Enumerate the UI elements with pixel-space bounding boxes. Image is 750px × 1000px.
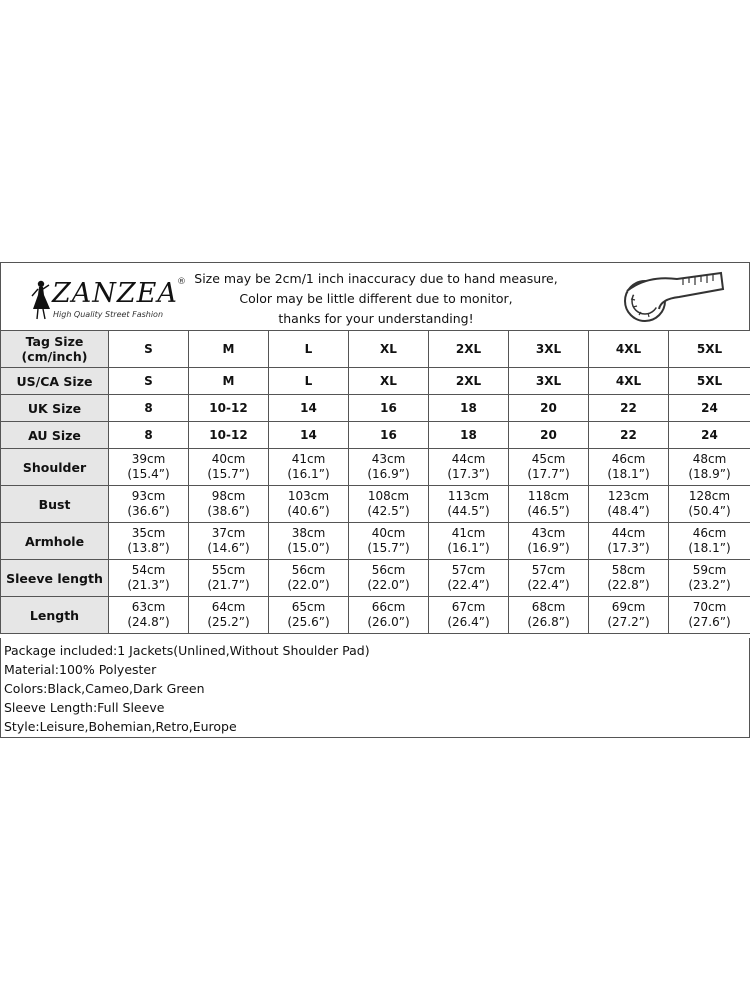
cm-value: 46cm [692, 526, 727, 540]
table-cell: 18 [429, 422, 509, 449]
table-cell: 2XL [429, 331, 509, 368]
inch-value: (22.0”) [287, 578, 330, 592]
cm-value: 55cm [211, 563, 246, 577]
cm-value: 43cm [531, 526, 566, 540]
table-cell: 22 [589, 395, 669, 422]
inch-value: (16.9”) [527, 541, 570, 555]
inch-value: (25.2”) [207, 615, 250, 629]
row-label: US/CA Size [1, 368, 109, 395]
table-cell: 5XL [669, 368, 750, 395]
table-cell [429, 597, 509, 634]
tag-size-label: Tag Size [25, 334, 84, 349]
table-cell [269, 523, 349, 560]
cm-value: 65cm [291, 600, 326, 614]
table-cell: 2XL [429, 368, 509, 395]
inch-value: (40.6”) [287, 504, 330, 518]
brand-tagline: High Quality Street Fashion [53, 310, 164, 319]
row-label: Bust [1, 486, 109, 523]
inch-value: (26.4”) [447, 615, 490, 629]
cm-value: 44cm [451, 452, 486, 466]
table-cell: S [109, 368, 189, 395]
table-cell [589, 597, 669, 634]
table-cell: 16 [349, 395, 429, 422]
inch-value: (21.3”) [127, 578, 170, 592]
table-cell: 10-12 [189, 395, 269, 422]
inch-value: (27.2”) [607, 615, 650, 629]
table-cell: 24 [669, 422, 750, 449]
cm-value: 35cm [131, 526, 166, 540]
product-details [0, 638, 750, 738]
inch-value: (26.8”) [527, 615, 570, 629]
table-cell [589, 449, 669, 486]
row-label [1, 331, 109, 368]
table-cell: 18 [429, 395, 509, 422]
bust-row [1, 486, 750, 523]
table-cell: 20 [509, 395, 589, 422]
inch-value: (21.7”) [207, 578, 250, 592]
cm-value: 40cm [211, 452, 246, 466]
table-cell [349, 523, 429, 560]
cm-value: 63cm [131, 600, 166, 614]
inch-value: (48.4”) [607, 504, 650, 518]
table-cell [669, 449, 750, 486]
table-cell [109, 523, 189, 560]
table-cell: 22 [589, 422, 669, 449]
inch-value: (26.0”) [367, 615, 410, 629]
material-info: Material:100% Polyester [4, 662, 157, 677]
table-cell [509, 560, 589, 597]
inch-value: (15.7”) [367, 541, 410, 555]
brand-name: ZANZEA [52, 278, 178, 309]
style-info: Style:Leisure,Bohemian,Retro,Europe [4, 719, 237, 734]
table-cell [189, 449, 269, 486]
cm-value: 56cm [291, 563, 326, 577]
measurement-notes [186, 269, 566, 329]
tag-size-unit: (cm/inch) [21, 349, 88, 364]
sleeve-length-info: Sleeve Length:Full Sleeve [4, 700, 165, 715]
table-cell: 24 [669, 395, 750, 422]
measuring-tape-icon [617, 269, 727, 327]
table-cell: 4XL [589, 368, 669, 395]
cm-value: 41cm [451, 526, 486, 540]
table-cell [429, 449, 509, 486]
table-cell: 10-12 [189, 422, 269, 449]
table-cell: 14 [269, 422, 349, 449]
table-cell [269, 449, 349, 486]
table-cell: M [189, 331, 269, 368]
inch-value: (42.5”) [367, 504, 410, 518]
table-cell [669, 597, 750, 634]
table-cell [669, 523, 750, 560]
cm-value: 118cm [527, 489, 570, 503]
inch-value: (14.6”) [207, 541, 250, 555]
inch-value: (13.8”) [127, 541, 170, 555]
cm-value: 43cm [371, 452, 406, 466]
cm-value: 68cm [531, 600, 566, 614]
uk-size-row [1, 395, 750, 422]
table-cell [669, 560, 750, 597]
table-cell [189, 486, 269, 523]
inch-value: (18.1”) [607, 467, 650, 481]
cm-value: 67cm [451, 600, 486, 614]
cm-value: 37cm [211, 526, 246, 540]
inch-value: (23.2”) [688, 578, 731, 592]
cm-value: 123cm [607, 489, 650, 503]
table-cell [509, 523, 589, 560]
cm-value: 46cm [611, 452, 646, 466]
inch-value: (16.9”) [367, 467, 410, 481]
cm-value: 64cm [211, 600, 246, 614]
package-info: Package included:1 Jackets(Unlined,Without Shoulder Pad) [4, 643, 370, 658]
cm-value: 57cm [451, 563, 486, 577]
cm-value: 70cm [692, 600, 727, 614]
table-cell: 8 [109, 395, 189, 422]
inch-value: (16.1”) [287, 467, 330, 481]
table-cell [429, 486, 509, 523]
table-cell [189, 560, 269, 597]
sleeve-length-row [1, 560, 750, 597]
inch-value: (15.0”) [287, 541, 330, 555]
shoulder-row [1, 449, 750, 486]
inch-value: (15.7”) [207, 467, 250, 481]
chart-header [0, 262, 750, 330]
inch-value: (16.1”) [447, 541, 490, 555]
us-size-row [1, 368, 750, 395]
row-label: Shoulder [1, 449, 109, 486]
au-size-row [1, 422, 750, 449]
inch-value: (17.3”) [607, 541, 650, 555]
table-cell [109, 560, 189, 597]
table-cell [349, 597, 429, 634]
tag-size-row [1, 331, 750, 368]
inch-value: (24.8”) [127, 615, 170, 629]
cm-value: 128cm [688, 489, 731, 503]
inch-value: (17.3”) [447, 467, 490, 481]
row-label: UK Size [1, 395, 109, 422]
inch-value: (46.5”) [527, 504, 570, 518]
table-cell: L [269, 331, 349, 368]
note-line: Size may be 2cm/1 inch inaccuracy due to hand measure, [194, 271, 558, 286]
table-cell: 14 [269, 395, 349, 422]
table-cell: 5XL [669, 331, 750, 368]
cm-value: 93cm [131, 489, 166, 503]
inch-value: (36.6”) [127, 504, 170, 518]
row-label: AU Size [1, 422, 109, 449]
inch-value: (22.4”) [447, 578, 490, 592]
table-cell: 3XL [509, 368, 589, 395]
inch-value: (25.6”) [287, 615, 330, 629]
table-cell [349, 560, 429, 597]
registered-mark: ® [177, 277, 186, 287]
table-cell [589, 486, 669, 523]
table-cell: XL [349, 331, 429, 368]
length-row [1, 597, 750, 634]
cm-value: 56cm [371, 563, 406, 577]
size-table [0, 330, 750, 634]
inch-value: (17.7”) [527, 467, 570, 481]
inch-value: (18.9”) [688, 467, 731, 481]
size-chart [0, 262, 750, 738]
brand-logo [23, 273, 186, 323]
table-cell [109, 486, 189, 523]
cm-value: 45cm [531, 452, 566, 466]
dress-figure-icon [27, 279, 53, 321]
cm-value: 98cm [211, 489, 246, 503]
note-line: thanks for your understanding! [278, 311, 474, 326]
table-cell: XL [349, 368, 429, 395]
cm-value: 40cm [371, 526, 406, 540]
cm-value: 57cm [531, 563, 566, 577]
table-cell [349, 486, 429, 523]
table-cell [189, 597, 269, 634]
table-cell [429, 523, 509, 560]
table-cell [429, 560, 509, 597]
inch-value: (22.4”) [527, 578, 570, 592]
cm-value: 48cm [692, 452, 727, 466]
table-cell: 16 [349, 422, 429, 449]
table-cell [509, 486, 589, 523]
cm-value: 113cm [447, 489, 490, 503]
cm-value: 108cm [367, 489, 410, 503]
cm-value: 69cm [611, 600, 646, 614]
table-cell [589, 560, 669, 597]
table-cell: 3XL [509, 331, 589, 368]
inch-value: (44.5”) [447, 504, 490, 518]
table-cell: 4XL [589, 331, 669, 368]
table-cell: M [189, 368, 269, 395]
inch-value: (50.4”) [688, 504, 731, 518]
cm-value: 39cm [131, 452, 166, 466]
cm-value: 59cm [692, 563, 727, 577]
cm-value: 66cm [371, 600, 406, 614]
table-cell [109, 597, 189, 634]
table-cell [509, 597, 589, 634]
inch-value: (27.6”) [688, 615, 731, 629]
cm-value: 58cm [611, 563, 646, 577]
note-line: Color may be little different due to monitor, [239, 291, 513, 306]
table-cell [109, 449, 189, 486]
table-cell: 20 [509, 422, 589, 449]
cm-value: 38cm [291, 526, 326, 540]
table-cell [269, 560, 349, 597]
cm-value: 103cm [287, 489, 330, 503]
table-cell: L [269, 368, 349, 395]
table-cell [269, 486, 349, 523]
inch-value: (38.6”) [207, 504, 250, 518]
table-cell [349, 449, 429, 486]
inch-value: (22.0”) [367, 578, 410, 592]
row-label: Length [1, 597, 109, 634]
cm-value: 54cm [131, 563, 166, 577]
row-label: Sleeve length [1, 560, 109, 597]
table-cell [269, 597, 349, 634]
table-cell [509, 449, 589, 486]
inch-value: (22.8”) [607, 578, 650, 592]
inch-value: (15.4”) [127, 467, 170, 481]
row-label: Armhole [1, 523, 109, 560]
cm-value: 41cm [291, 452, 326, 466]
table-cell: S [109, 331, 189, 368]
table-cell [669, 486, 750, 523]
armhole-row [1, 523, 750, 560]
colors-info: Colors:Black,Cameo,Dark Green [4, 681, 205, 696]
table-cell [189, 523, 269, 560]
cm-value: 44cm [611, 526, 646, 540]
inch-value: (18.1”) [688, 541, 731, 555]
table-cell [589, 523, 669, 560]
table-cell: 8 [109, 422, 189, 449]
